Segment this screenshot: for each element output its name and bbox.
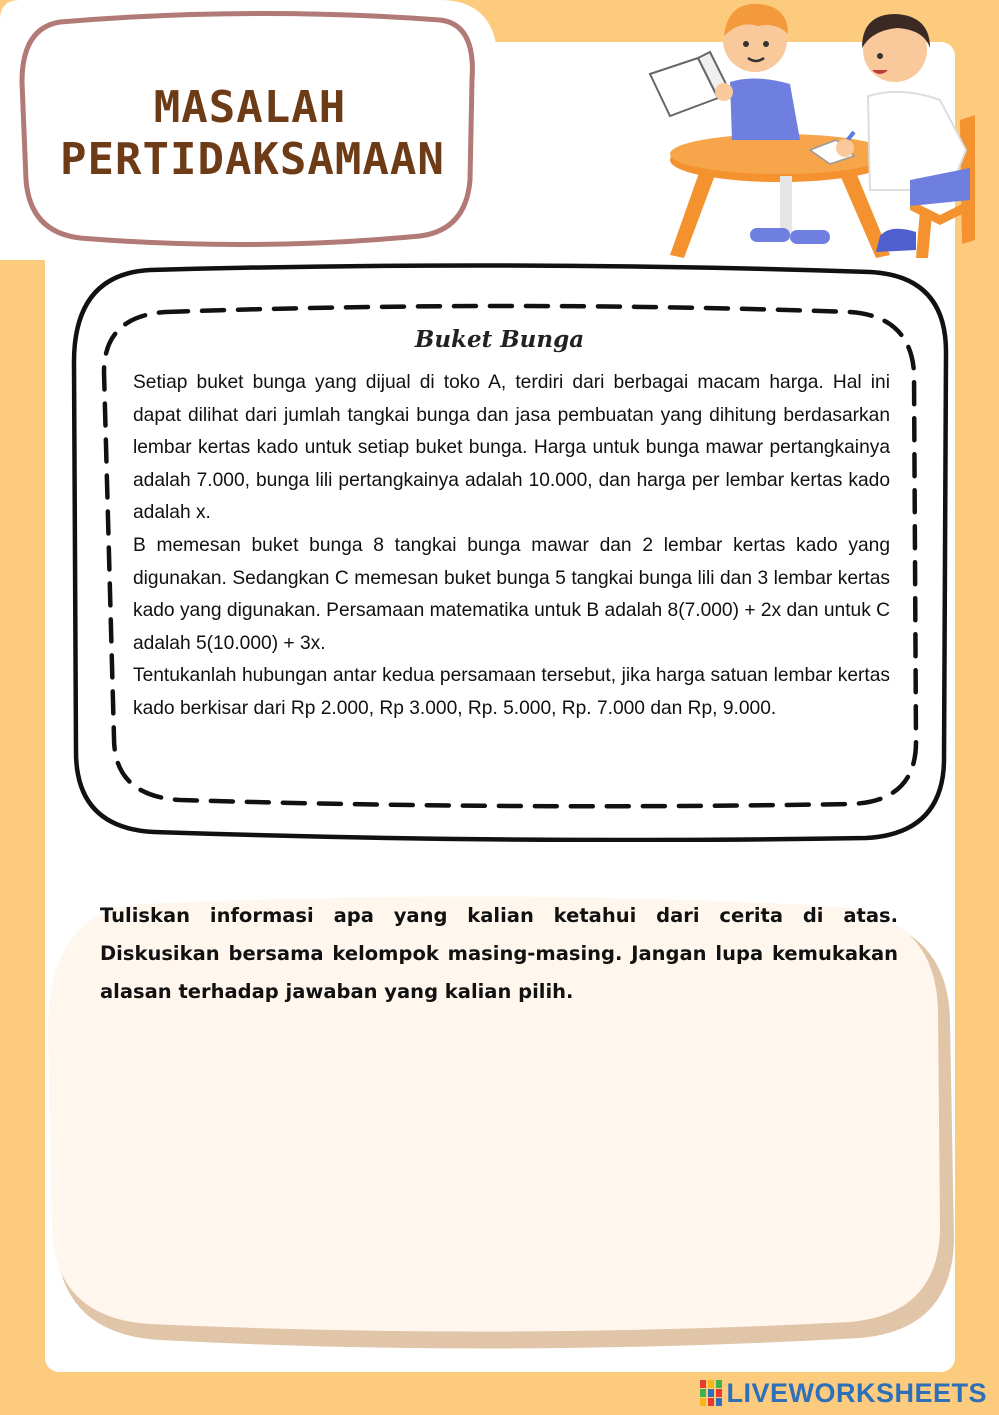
kids-studying-illustration (640, 0, 980, 270)
liveworksheets-wordmark: LIVEWORKSHEETS (726, 1377, 987, 1408)
instruction-text (100, 897, 898, 1011)
story-paragraph: B memesan buket bunga 8 tangkai bunga mawar dan 2 lembar kertas kado yang digunakan. Sedangkan C memesan buket bunga 5 tangkai bunga lili dan 3 lembar kertas kado yang digunakan. Persamaan matematika untuk B adalah 8(7.000) + 2x dan untuk C adalah 5(10.000) + 3x. (133, 534, 890, 654)
story-paragraph: Setiap buket bunga yang dijual di toko A, terdiri dari berbagai macam harga. Hal ini dapat dilihat dari jumlah tangkai bunga dan jasa pembuatan yang dihitung berdasarkan lembar kertas kado untuk setiap buket bunga. Harga untuk bunga mawar pertangkainya adalah 7.000, bunga lili pertangkainya adalah 10.000, dan harga per lembar kertas kado adalah x. (133, 372, 890, 524)
liveworksheets-logo-icon (700, 1380, 722, 1406)
title-line-2: PERTIDAKSAMAAN (60, 134, 445, 185)
story-paragraph: Tentukanlah hubungan antar kedua persamaan tersebut, jika harga satuan lembar kertas kado berkisar dari Rp 2.000, Rp 3.000, Rp. 5.000, Rp. 7.000 dan Rp, 9.000. (133, 665, 890, 719)
instruction-paragraph: Tuliskan informasi apa yang kalian ketahui dari cerita di atas. Diskusikan bersama kelompok masing-masing. Jangan lupa kemukakan alasan terhadap jawaban yang kalian pilih. (100, 904, 898, 1003)
page-title (60, 82, 445, 186)
liveworksheets-brand (700, 1377, 987, 1409)
story-text (133, 367, 890, 726)
title-line-1: MASALAH (153, 82, 347, 133)
answer-input[interactable] (72, 1020, 936, 1314)
story-title: Buket Bunga (414, 326, 585, 353)
